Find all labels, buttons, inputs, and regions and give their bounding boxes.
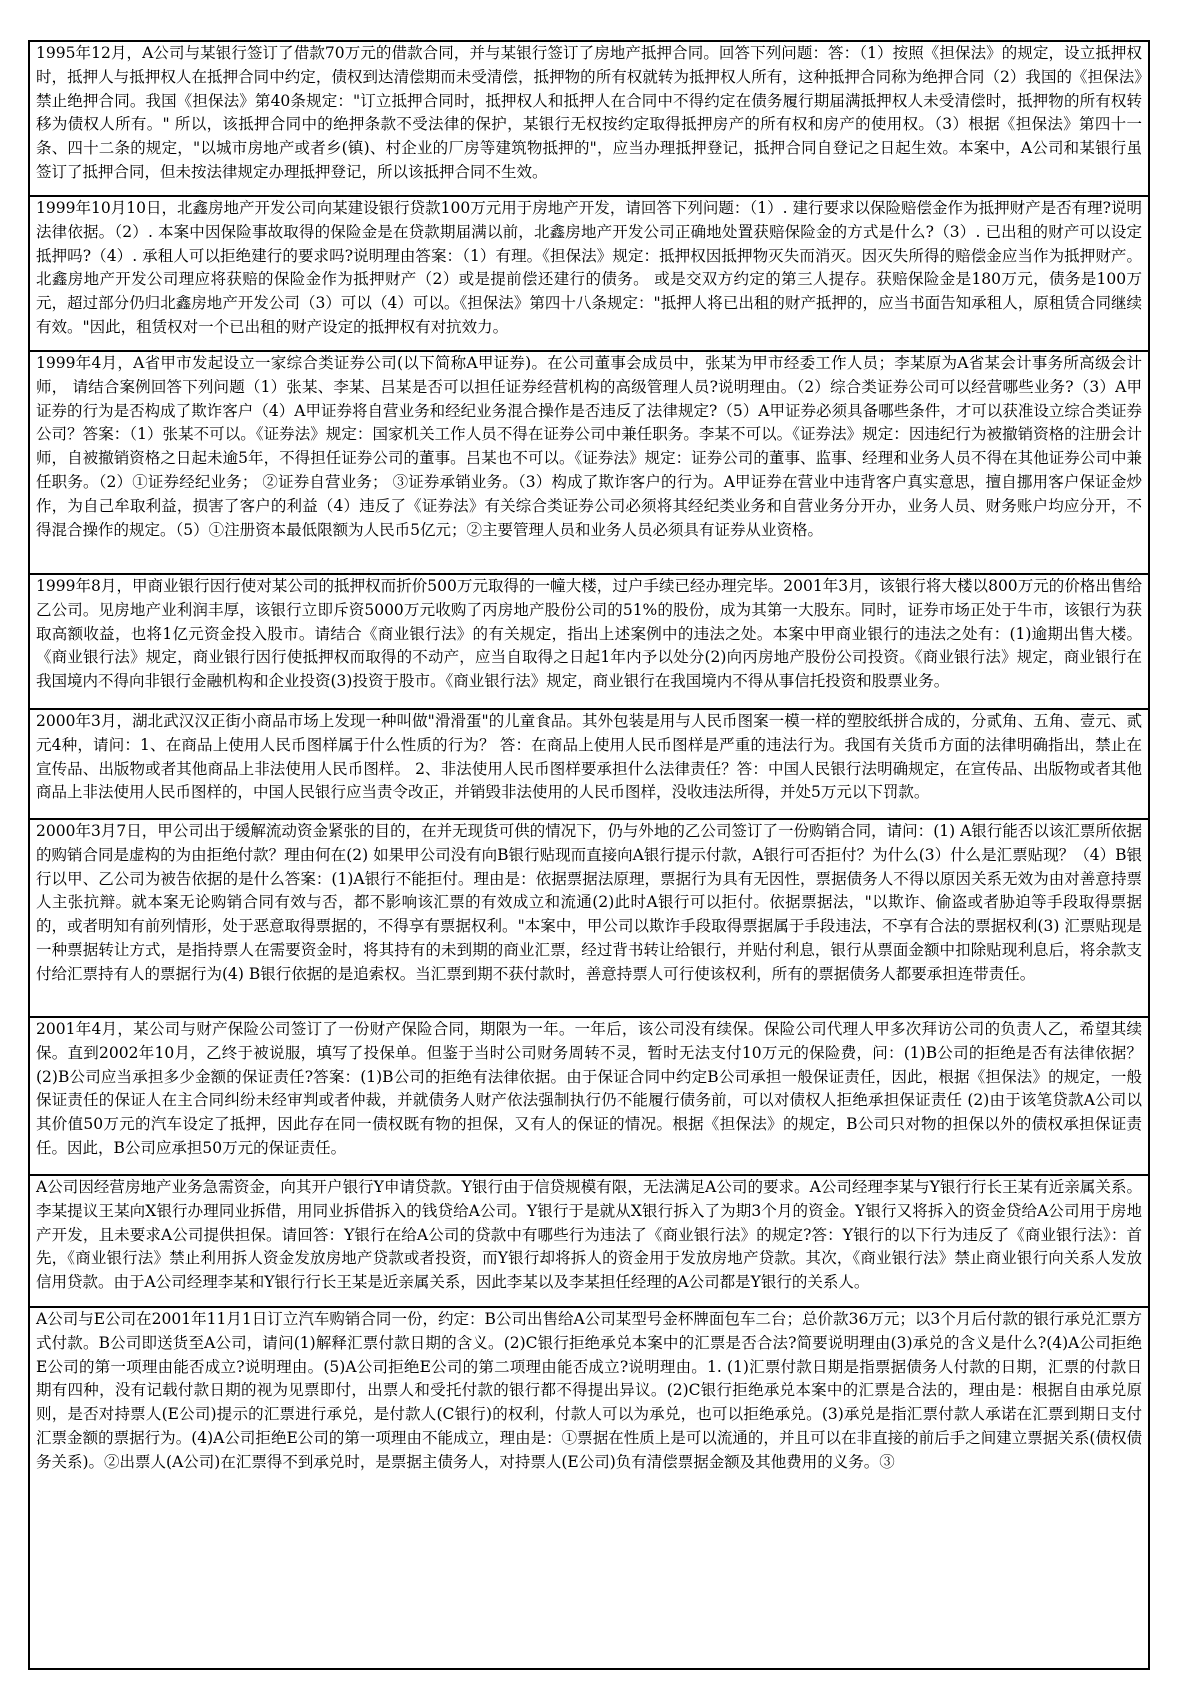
case-cell-7: 2001年4月，某公司与财产保险公司签订了一份财产保险合同，期限为一年。一年后，该公司没有续保。保险公司代理人甲多次拜访公司的负责人乙，希望其续保。直到2002年10月，乙终于被说服，填写了投保单。但鉴于当时公司财务周转不灵，暂时无法支付10万元的保险费，问：(1)B公司的拒绝是否有法律依据？(2)B公司应当承担多少金额的保证责任?答案：(1)B公司的拒绝有法律依据。由于保证合同中约定B公司承担一般保证责任，因此，根据《担保法》的规定，一般保证责任的保证人在主合同纠纷未经审判或者仲裁，并就债务人财产依法强制执行仍不能履行债务前，可以对债权人拒绝承担保证责任 (2)由于该笔贷款A公司以其价值50万元的汽车设定了抵押，因此存在同一债权既有物的担保，又有人的保证的情况。根据《担保法》的规定，B公司只对物的担保以外的债权承担保证责任。因此，B公司应承担50万元的保证责任。 bbox=[30, 1016, 1148, 1176]
case-cell-6: 2000年3月7日，甲公司出于缓解流动资金紧张的目的，在并无现货可供的情况下，仍与外地的乙公司签订了一份购销合同，请问：(1) A银行能否以该汇票所依据的购销合同是虚构的为由拒绝付款？理由何在(2) 如果甲公司没有向B银行贴现而直接向A银行提示付款，A银行可否拒付？为什么(3）什么是汇票贴现？（4）B银行以甲、乙公司为被告依据的是什么答案：(1)A银行不能拒付。理由是：依据票据法原理，票据行为具有无因性，票据债务人不得以原因关系无效为由对善意持票人主张抗辩。就本案无论购销合同有效与否，都不影响该汇票的有效成立和流通(2)此时A银行可以拒付。依据票据法，"以欺诈、偷盗或者胁迫等手段取得票据的，或者明知有前列情形，处于恶意取得票据的，不得享有票据权利。"本案中，甲公司以欺诈手段取得票据属于手段违法，不享有合法的票据权利(3) 汇票贴现是一种票据转让方式，是指持票人在需要资金时，将其持有的未到期的商业汇票，经过背书转让给银行，并贴付利息，银行从票面金额中扣除贴现利息后，将余款支付给汇票持有人的票据行为(4) B银行依据的是追索权。当汇票到期不获付款时，善意持票人可行使该权利，所有的票据债务人都要承担连带责任。 bbox=[30, 818, 1148, 1018]
case-cell-1: 1995年12月，A公司与某银行签订了借款70万元的借款合同，并与某银行签订了房地产抵押合同。回答下列问题：答：（1）按照《担保法》的规定，设立抵押权时，抵押人与抵押权人在抵押合同中约定，债权到达清偿期而未受清偿，抵押物的所有权就转为抵押权人所有，这种抵押合同称为绝押合同（2）我国的《担保法》禁止绝押合同。我国《担保法》第40条规定："订立抵押合同时，抵押权人和抵押人在合同中不得约定在债务履行期届满抵押权人未受清偿时，抵押物的所有权转移为债权人所有。" 所以，该抵押合同中的绝押条款不受法律的保护，某银行无权按约定取得抵押房产的所有权和房产的使用权。（3）根据《担保法》第四十一条、四十二条的规定，"以城市房地产或者乡(镇)、村企业的厂房等建筑物抵押的"，应当办理抵押登记，抵押合同自登记之日起生效。本案中，A公司和某银行虽签订了抵押合同，但未按法律规定办理抵押登记，所以该抵押合同不生效。 bbox=[30, 40, 1148, 197]
case-cell-2: 1999年10月10日，北鑫房地产开发公司向某建设银行贷款100万元用于房地产开发，请回答下列问题：（1）. 建行要求以保险赔偿金作为抵押财产是否有理?说明法律依据。（2）. 本案中因保险事故取得的保险金是在贷款期届满以前，北鑫房地产开发公司正确地处置获赔保险金的方式是什么?（3）. 已出租的财产可以设定抵押吗?（4）. 承租人可以拒绝建行的要求吗?说明理由答案：（1）有理。《担保法》规定：抵押权因抵押物灭失而消灭。因灭失所得的赔偿金应当作为抵押财产。北鑫房地产开发公司理应将获赔的保险金作为抵押财产（2）或是提前偿还建行的债务。 或是交双方约定的第三人提存。获赔保险金是180万元，债务是100万元，超过部分仍归北鑫房地产开发公司（3）可以（4）可以。《担保法》第四十八条规定："抵押人将已出租的财产抵押的，应当书面告知承租人，原租赁合同继续有效。"因此，租赁权对一个已出租的财产设定的抵押权有对抗效力。 bbox=[30, 195, 1148, 352]
table bbox=[28, 40, 1150, 1670]
case-cell-4: 1999年8月，甲商业银行因行使对某公司的抵押权而折价500万元取得的一幢大楼，过户手续已经办理完毕。2001年3月，该银行将大楼以800万元的价格出售给乙公司。见房地产业利润丰厚，该银行立即斥资5000万元收购了丙房地产股份公司的51%的股份，成为其第一大股东。同时，证券市场正处于牛市，该银行为获取高额收益，也将1亿元资金投入股市。请结合《商业银行法》的有关规定，指出上述案例中的违法之处。本案中甲商业银行的违法之处有：(1)逾期出售大楼。《商业银行法》规定，商业银行因行使抵押权而取得的不动产，应当自取得之日起1年内予以处分(2)向丙房地产股份公司投资。《商业银行法》规定，商业银行在我国境内不得向非银行金融机构和企业投资(3)投资于股市。《商业银行法》规定，商业银行在我国境内不得从事信托投资和股票业务。 bbox=[30, 573, 1148, 710]
case-cell-9: A公司与E公司在2001年11月1日订立汽车购销合同一份，约定：B公司出售给A公司某型号金杯牌面包车二台；总价款36万元；以3个月后付款的银行承兑汇票方式付款。B公司即送货至A公司，请问(1)解释汇票付款日期的含义。(2)C银行拒绝承兑本案中的汇票是否合法?简要说明理由(3)承兑的含义是什么?(4)A公司拒绝E公司的第一项理由能否成立?说明理由。(5)A公司拒绝E公司的第二项理由能否成立?说明理由。1. (1)汇票付款日期是指票据债务人付款的日期，汇票的付款日期有四种，没有记载付款日期的视为见票即付，出票人和受托付款的银行都不得提出异议。(2)C银行拒绝承兑本案中的汇票是合法的，理由是：根据自由承兑原则，是否对持票人(E公司)提示的汇票进行承兑，是付款人(C银行)的权利，付款人可以为承兑，也可以拒绝承兑。(3)承兑是指汇票付款人承诺在汇票到期日支付汇票金额的票据行为。(4)A公司拒绝E公司的第一项理由不能成立，理由是：①票据在性质上是可以流通的，并且可以在非直接的前后手之间建立票据关系(债权债务关系)。②出票人(A公司)在汇票得不到承兑时，是票据主债务人，对持票人(E公司)负有清偿票据金额及其他费用的义务。③ bbox=[30, 1306, 1148, 1670]
case-cell-3: 1999年4月，A省甲市发起设立一家综合类证券公司(以下简称A甲证券)。在公司董事会成员中，张某为甲市经委工作人员；李某原为A省某会计事务所高级会计师， 请结合案例回答下列问题（1）张某、李某、吕某是否可以担任证券经营机构的高级管理人员?说明理由。（2）综合类证券公司可以经营哪些业务?（3）A甲证券的行为是否构成了欺诈客户（4）A甲证券将自营业务和经纪业务混合操作是否违反了法律规定?（5）A甲证券必须具备哪些条件，才可以获准设立综合类证券公司？答案：（1）张某不可以。《证券法》规定：国家机关工作人员不得在证券公司中兼任职务。李某不可以。《证券法》规定：因违纪行为被撤销资格的注册会计师，自被撤销资格之日起未逾5年，不得担任证券公司的董事。吕某也不可以。《证券法》规定：证券公司的董事、监事、经理和业务人员不得在其他证券公司中兼任职务。（2）①证券经纪业务； ②证券自营业务； ③证券承销业务。（3）构成了欺诈客户的行为。A甲证券在营业中违背客户真实意思，擅自挪用客户保证金炒作，为自己牟取利益，损害了客户的利益（4）违反了《证券法》有关综合类证券公司必须将其经纪类业务和自营业务分开办，业务人员、财务账户均应分开，不得混合操作的规定。（5）①注册资本最低限额为人民币5亿元；②主要管理人员和业务人员必须具有证券从业资格。 bbox=[30, 350, 1148, 575]
case-cell-5: 2000年3月，湖北武汉汉正街小商品市场上发现一种叫做"滑滑蛋"的儿童食品。其外包装是用与人民币图案一模一样的塑胶纸拼合成的，分贰角、五角、壹元、贰元4种，请问：1、在商品上使用人民币图样属于什么性质的行为？ 答：在商品上使用人民币图样是严重的违法行为。我国有关货币方面的法律明确指出，禁止在宣传品、出版物或者其他商品上非法使用人民币图样。 2、非法使用人民币图样要承担什么法律责任？答：中国人民银行法明确规定，在宣传品、出版物或者其他商品上非法使用人民币图样的，中国人民银行应当责令改正，并销毁非法使用的人民币图样，没收违法所得，并处5万元以下罚款。 bbox=[30, 708, 1148, 820]
case-cell-8: A公司因经营房地产业务急需资金，向其开户银行Y申请贷款。Y银行由于信贷规模有限，无法满足A公司的要求。A公司经理李某与Y银行行长王某有近亲属关系。李某提议王某向X银行办理同业拆借，用同业拆借拆入的钱贷给A公司。Y银行于是就从X银行拆入了为期3个月的资金。Y银行又将拆入的资金贷给A公司用于房地产开发，且未要求A公司提供担保。请回答：Y银行在给A公司的贷款中有哪些行为违法了《商业银行法》的规定?答：Y银行的以下行为违反了《商业银行法》：首先，《商业银行法》禁止利用拆人资金发放房地产贷款或者投资，而Y银行却将拆人的资金用于发放房地产贷款。其次，《商业银行法》禁止商业银行向关系人发放信用贷款。由于A公司经理李某和Y银行行长王某是近亲属关系，因此李某以及李某担任经理的A公司都是Y银行的关系人。 bbox=[30, 1174, 1148, 1308]
